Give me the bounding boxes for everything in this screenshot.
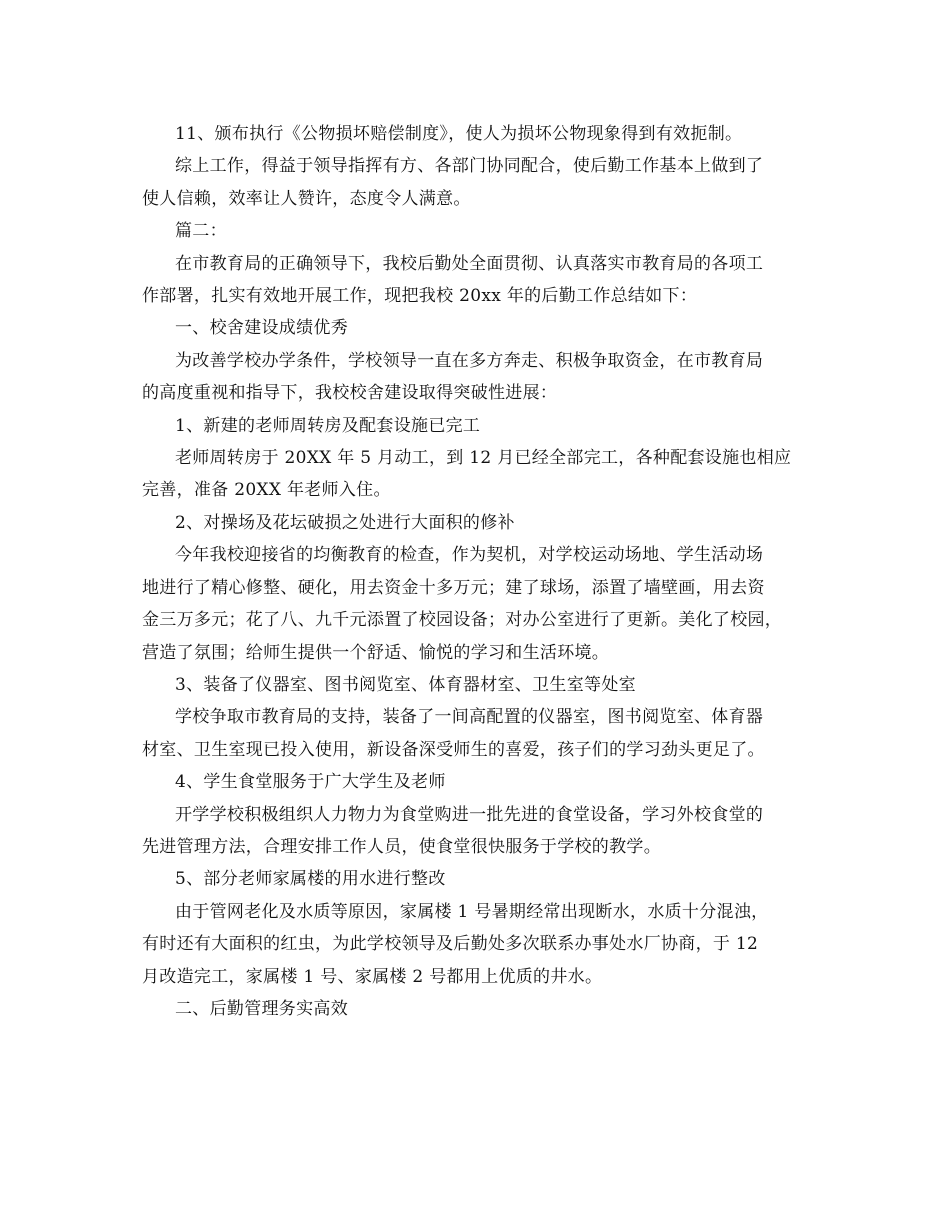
text-line: 地进行了精心修整、硬化，用去资金十多万元；建了球场，添置了墙壁画，用去资 (142, 577, 765, 598)
text-line: 先进管理方法，合理安排工作人员，使食堂很快服务于学校的教学。 (142, 836, 661, 857)
text-line: 学校争取市教育局的支持，装备了一间高配置的仪器室，图书阅览室、体育器 (175, 707, 764, 728)
text-line: 使人信赖，效率让人赞许，态度令人满意。 (142, 188, 471, 209)
text-line: 的高度重视和指导下，我校校舍建设取得突破性进展： (142, 383, 558, 404)
text-line: 材室、卫生室现已投入使用，新设备深受师生的喜爱，孩子们的学习劲头更足了。 (142, 739, 765, 760)
text-line: 3、装备了仪器室、图书阅览室、体育器材室、卫生室等处室 (175, 674, 636, 695)
text-line: 由于管网老化及水质等原因，家属楼 1 号暑期经常出现断水，水质十分混浊， (175, 901, 769, 922)
text-line: 11、颁布执行《公物损坏赔偿制度》，使人为损坏公物现象得到有效扼制。 (175, 124, 743, 144)
text-line: 开学学校积极组织人力物力为食堂购进一批先进的食堂设备，学习外校食堂的 (175, 804, 764, 825)
document-page (142, 118, 822, 1025)
text-line: 2、对操场及花坛破损之处进行大面积的修补 (175, 512, 515, 533)
text-line: 完善，准备 20XX 年老师入住。 (142, 480, 391, 501)
text-line: 4、学生食堂服务于广大学生及老师 (175, 772, 446, 793)
text-line: 在市教育局的正确领导下，我校后勤处全面贯彻、认真落实市教育局的各项工 (175, 253, 764, 274)
text-line: 有时还有大面积的红虫，为此学校领导及后勤处多次联系办事处水厂协商，于 12 (142, 934, 759, 955)
text-line: 作部署，扎实有效地开展工作，现把我校 20xx 年的后勤工作总结如下： (142, 286, 698, 307)
text-line: 月改造完工，家属楼 1 号、家属楼 2 号都用上优质的井水。 (142, 966, 603, 987)
text-line: 一、校舍建设成绩优秀 (175, 318, 348, 339)
text-line: 金三万多元；花了八、九千元添置了校园设备；对办公室进行了更新。美化了校园， (142, 610, 783, 631)
text-line: 老师周转房于 20XX 年 5 月动工，到 12 月已经全部完工，各种配套设施也相应 (175, 448, 792, 469)
text-line: 篇二： (175, 221, 227, 242)
text-line: 二、后勤管理务实高效 (175, 998, 348, 1019)
text-line: 综上工作，得益于领导指挥有方、各部门协同配合，使后勤工作基本上做到了 (175, 156, 764, 177)
text-line: 为改善学校办学条件，学校领导一直在多方奔走、积极争取资金，在市教育局 (175, 350, 764, 371)
text-line: 营造了氛围；给师生提供一个舒适、愉悦的学习和生活环境。 (142, 642, 610, 663)
text-line: 5、部分老师家属楼的用水进行整改 (175, 869, 446, 890)
text-line: 1、新建的老师周转房及配套设施已完工 (175, 415, 481, 436)
text-line: 今年我校迎接省的均衡教育的检查，作为契机，对学校运动场地、学生活动场 (175, 545, 764, 566)
